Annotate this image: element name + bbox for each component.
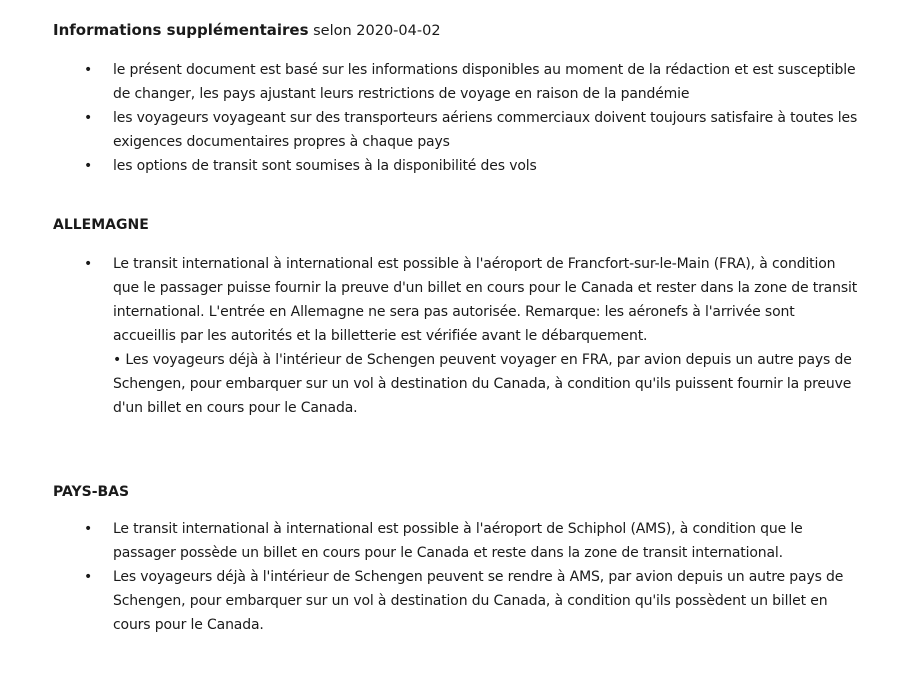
list-item	[0, 154, 901, 178]
list-item-text: le présent document est basé sur les informations disponibles au moment de la rédaction et est susceptible de changer, les pays ajustant leurs restrictions de voyage en raison de la pandémie	[113, 62, 856, 102]
bullet-icon: •	[84, 521, 93, 537]
list-item	[0, 565, 901, 637]
list-item-text: Le transit international à international est possible à l'aéroport de Francfort-sur-le-Main (FRA), à condition que le passager puisse fournir la preuve d'un billet en cours pour le Canada et rester dans la zone de transit international. L'entrée en Allemagne ne sera pas autorisée. Remarque: les aéronefs à l'arrivée sont accueillis par les autorités et la billetterie est vérifiée avant le débarquement.	[113, 256, 858, 344]
list-item-text: les options de transit sont soumises à la disponibilité des vols	[113, 158, 537, 174]
bullet-icon: •	[84, 110, 93, 126]
netherlands-bullet-list	[0, 517, 901, 637]
bullet-icon: •	[84, 569, 93, 585]
bullet-icon: •	[84, 158, 93, 174]
section-title-netherlands: PAYS-BAS	[53, 484, 130, 500]
bullet-icon: •	[84, 256, 93, 272]
list-item	[0, 58, 901, 106]
section-title-germany: ALLEMAGNE	[53, 217, 149, 233]
bullet-icon: •	[84, 62, 93, 78]
list-item-text: Le transit international à international est possible à l'aéroport de Schiphol (AMS), à condition que le passager possède un billet en cours pour le Canada et reste dans la zone de transit international.	[113, 521, 803, 561]
list-item	[0, 252, 901, 420]
list-item	[0, 517, 901, 565]
list-item	[0, 106, 901, 154]
document-header	[53, 19, 441, 42]
header-title: Informations supplémentaires	[53, 21, 309, 39]
list-item-text: les voyageurs voyageant sur des transporteurs aériens commerciaux doivent toujours satisfaire à toutes les exigences documentaires propres à chaque pays	[113, 110, 858, 150]
germany-bullet-list	[0, 252, 901, 420]
header-date: selon 2020-04-02	[308, 23, 441, 39]
list-item-text: Les voyageurs déjà à l'intérieur de Schengen peuvent se rendre à AMS, par avion depuis un autre pays de Schengen, pour embarquer sur un vol à destination du Canada, à condition qu'ils possèdent un billet en cours pour le Canada.	[113, 569, 844, 633]
intro-bullet-list	[0, 58, 901, 178]
list-item-subtext: • Les voyageurs déjà à l'intérieur de Schengen peuvent voyager en FRA, par avion depuis un autre pays de Schengen, pour embarquer sur un vol à destination du Canada, à condition qu'ils puissent fournir la preuve d'un billet en cours pour le Canada.	[113, 352, 852, 416]
